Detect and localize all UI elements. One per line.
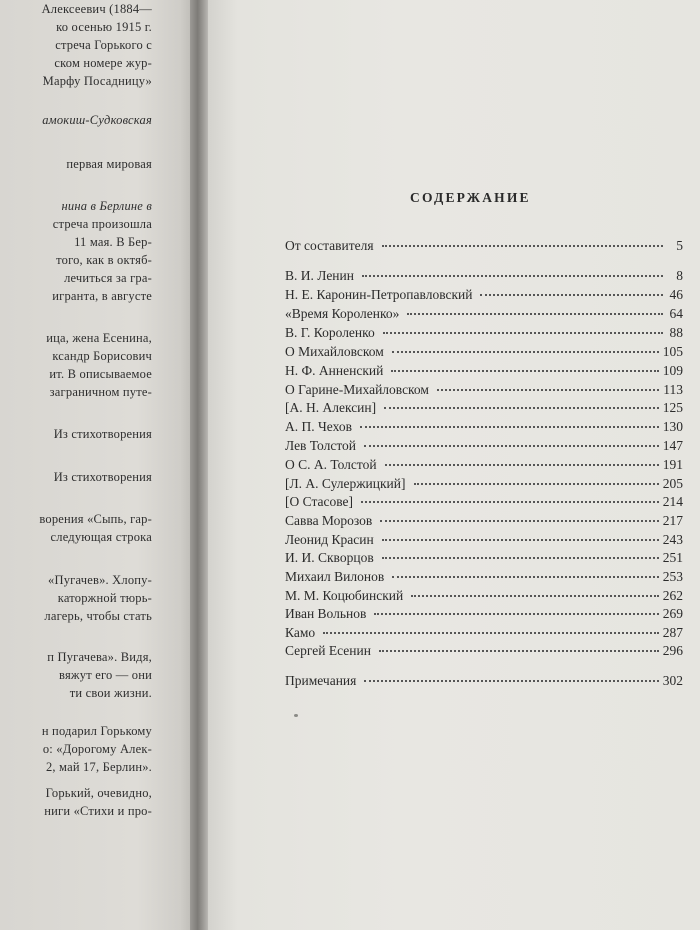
toc-entry-page: 46 <box>669 287 683 302</box>
toc-leader-dots <box>392 576 659 578</box>
toc-entry <box>285 513 683 531</box>
ink-speck <box>294 714 298 717</box>
toc-leader-dots <box>385 464 659 466</box>
toc-entry-page: 109 <box>662 363 683 378</box>
left-page-line: ворения «Сыпь, гар- <box>39 512 152 526</box>
toc-leader-dots <box>407 313 663 315</box>
toc-entry-page: 269 <box>662 606 683 621</box>
toc-entry-page: 5 <box>676 238 683 253</box>
toc-leader-dots <box>392 351 659 353</box>
left-page-line: вяжут его — они <box>59 668 152 682</box>
toc-entry-title: Леонид Красин <box>285 532 374 547</box>
toc-entry-title: Михаил Вилонов <box>285 569 385 584</box>
toc-entry <box>285 457 683 475</box>
toc-entry-page: 214 <box>662 494 683 509</box>
toc-leader-dots <box>380 520 659 522</box>
left-page-line: Марфу Посадницу» <box>42 74 152 88</box>
toc-entry-page: 205 <box>662 476 683 491</box>
toc-entry-title: Савва Морозов <box>285 513 373 528</box>
toc-entry <box>285 363 683 381</box>
toc-leader-dots <box>364 680 658 682</box>
toc-leader-dots <box>383 332 663 334</box>
toc-entry-title: О Михайловском <box>285 344 384 359</box>
left-page-line: каторжной тюрь- <box>57 591 152 605</box>
left-page-line: н подарил Горькому <box>41 724 152 738</box>
toc-entry-title: Н. Ф. Анненский <box>285 363 384 378</box>
toc-entry-title: О С. А. Толстой <box>285 457 377 472</box>
toc-entry <box>285 673 683 691</box>
left-page-line: следующая строка <box>50 530 152 544</box>
toc-entry-title: От составителя <box>285 238 374 253</box>
toc-entry-title: А. П. Чехов <box>285 419 352 434</box>
toc-leader-dots <box>360 426 659 428</box>
toc-entry-title: [Л. А. Сулержицкий] <box>285 476 406 491</box>
toc-entry-page: 243 <box>662 532 683 547</box>
toc-entry-page: 125 <box>662 400 683 415</box>
toc-entry <box>285 325 683 343</box>
left-page-line: ит. В описываемое <box>49 367 152 381</box>
left-page-line: заграничном путе- <box>49 385 152 399</box>
left-page-line: Из стихотворения <box>53 427 152 441</box>
toc-entry-title: Иван Вольнов <box>285 606 367 621</box>
toc-entry-title: [О Стасове] <box>285 494 354 509</box>
toc-entry-title: Лев Толстой <box>285 438 357 453</box>
toc-entry-page: 262 <box>662 588 683 603</box>
left-page-line: игранта, в августе <box>52 289 152 303</box>
toc-entry-page: 296 <box>662 643 683 658</box>
toc-entry <box>285 532 683 550</box>
toc-entry <box>285 268 683 286</box>
toc-entry <box>285 625 683 643</box>
toc-entry <box>285 588 683 606</box>
left-page-line: амокиш-Судковская <box>42 113 152 127</box>
toc-entry <box>285 306 683 324</box>
toc-entry-title: Примечания <box>285 673 357 688</box>
toc-entry-title: Н. Е. Каронин-Петропавловский <box>285 287 473 302</box>
left-page-line: того, как в октяб- <box>56 253 152 267</box>
toc-entry-page: 253 <box>662 569 683 584</box>
left-page-line: п Пугачева». Видя, <box>47 650 152 664</box>
toc-entry-page: 113 <box>663 382 683 397</box>
toc-leader-dots <box>362 275 663 277</box>
toc-entry <box>285 494 683 512</box>
toc-heading: СОДЕРЖАНИЕ <box>410 190 531 205</box>
left-page-line: Алексеевич (1884— <box>41 2 152 16</box>
toc-leader-dots <box>382 245 663 247</box>
left-page-line: ко осенью 1915 г. <box>56 20 152 34</box>
toc-leader-dots <box>480 294 663 296</box>
toc-entry-page: 64 <box>669 306 683 321</box>
toc-entry-title: В. И. Ленин <box>285 268 354 283</box>
left-page-line: ксандр Борисович <box>52 349 152 363</box>
toc-entry-title: [А. Н. Алексин] <box>285 400 377 415</box>
toc-leader-dots <box>364 445 659 447</box>
toc-entry-page: 251 <box>662 550 683 565</box>
toc-entry <box>285 344 683 362</box>
left-page-line: стреча Горького с <box>55 38 152 52</box>
toc-entry <box>285 287 683 305</box>
toc-entry-title: О Гарине-Михайловском <box>285 382 429 397</box>
toc-entry-title: «Время Короленко» <box>285 306 400 321</box>
toc-entry <box>285 400 683 418</box>
toc-leader-dots <box>391 370 658 372</box>
toc-leader-dots <box>411 595 659 597</box>
toc-entry <box>285 606 683 624</box>
toc-entry-page: 130 <box>662 419 683 434</box>
left-page-line: «Пугачев». Хлопу- <box>48 573 152 587</box>
left-page-line: 11 мая. В Бер- <box>74 235 152 249</box>
toc-leader-dots <box>414 483 659 485</box>
toc-entry-page: 191 <box>662 457 683 472</box>
left-page-line: Из стихотворения <box>53 470 152 484</box>
toc-entry-title: Камо <box>285 625 316 640</box>
toc-entry-page: 217 <box>662 513 683 528</box>
toc-entry-page: 105 <box>662 344 683 359</box>
left-page-line: ти свои жизни. <box>69 686 152 700</box>
left-page-line: о: «Дорогому Алек- <box>42 742 152 756</box>
toc-entry <box>285 238 683 256</box>
toc-entry <box>285 476 683 494</box>
toc-leader-dots <box>323 632 659 634</box>
toc-entry <box>285 643 683 661</box>
toc-entry <box>285 419 683 437</box>
left-page-line: ском номере жур- <box>54 56 152 70</box>
left-page-line: стреча произошла <box>52 217 152 231</box>
toc-entry-page: 88 <box>669 325 683 340</box>
toc-entry <box>285 438 683 456</box>
toc-entry-page: 287 <box>662 625 683 640</box>
left-page <box>0 0 196 930</box>
toc-leader-dots <box>374 613 658 615</box>
toc-entry-page: 147 <box>662 438 683 453</box>
toc-leader-dots <box>361 501 659 503</box>
left-page-line: ниги «Стихи и про- <box>44 804 152 818</box>
left-page-line: Горький, очевидно, <box>45 786 152 800</box>
toc-entry-page: 302 <box>662 673 683 688</box>
left-page-line: первая мировая <box>66 157 152 171</box>
left-page-line: нина в Берлине в <box>61 199 152 213</box>
toc-entry-title: Сергей Есенин <box>285 643 371 658</box>
left-page-line: лечиться за гра- <box>64 271 152 285</box>
toc-entry-title: В. Г. Короленко <box>285 325 375 340</box>
left-page-line: 2, май 17, Берлин». <box>45 760 152 774</box>
toc-leader-dots <box>384 407 659 409</box>
toc-entry <box>285 550 683 568</box>
toc-leader-dots <box>382 539 659 541</box>
toc-entry-page: 8 <box>676 268 683 283</box>
toc-entry <box>285 569 683 587</box>
right-page <box>208 0 700 930</box>
toc-entry-title: М. М. Коцюбинский <box>285 588 404 603</box>
left-page-line: ица, жена Есенина, <box>46 331 152 345</box>
toc-entry <box>285 382 683 400</box>
toc-leader-dots <box>379 650 659 652</box>
toc-leader-dots <box>437 389 659 391</box>
toc-entry-title: И. И. Скворцов <box>285 550 374 565</box>
toc-leader-dots <box>382 557 659 559</box>
left-page-line: лагерь, чтобы стать <box>44 609 152 623</box>
